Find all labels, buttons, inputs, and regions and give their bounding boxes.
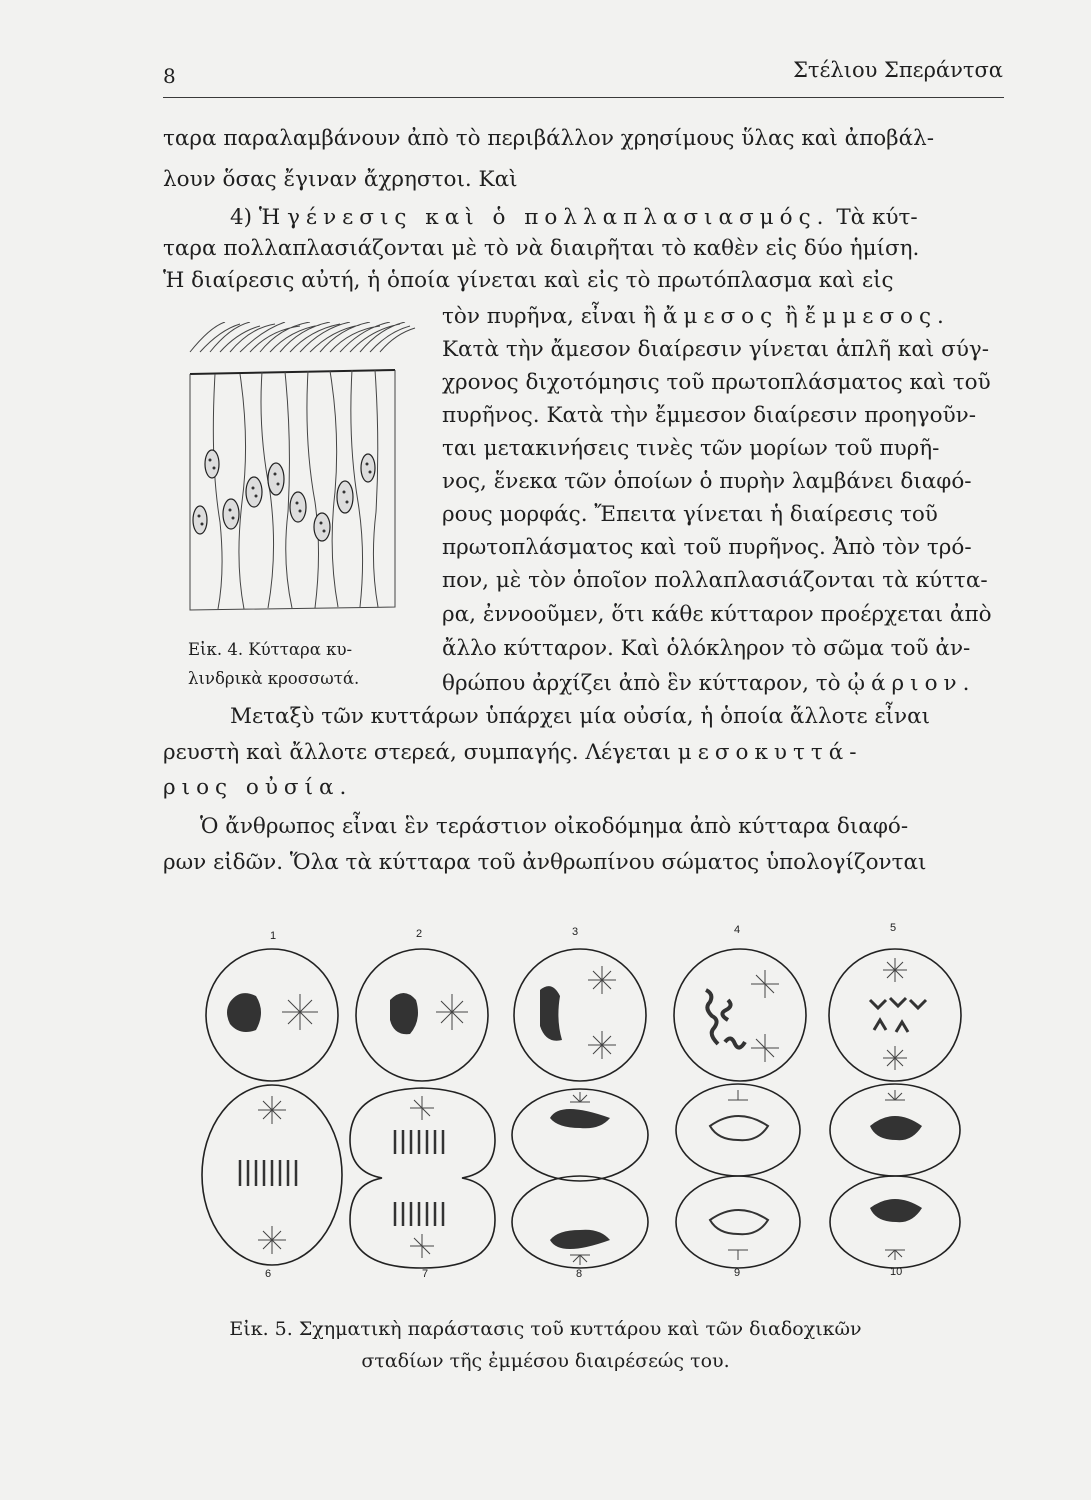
stage-number: 5 xyxy=(890,922,897,934)
item4-prefix: 4) Ἡ xyxy=(230,205,281,230)
oarion-prefix: θρώπου ἀρχίζει ἀπὸ ἓν κύτταρον, τὸ xyxy=(442,671,841,696)
stage-8-lower xyxy=(512,1176,648,1268)
stage-4-cell xyxy=(674,949,806,1081)
text-line-item4 xyxy=(230,205,918,230)
text-line: ρων εἰδῶν. Ὅλα τὰ κύτταρα τοῦ ἀνθρωπίνου σώματος ὑπολογίζονται xyxy=(163,850,927,875)
stage-number: 6 xyxy=(265,1268,272,1280)
page-number: 8 xyxy=(163,64,176,88)
text-line-amesos xyxy=(442,304,950,329)
item4-rest: Τὰ κύτ- xyxy=(836,205,918,230)
text-line-reusti xyxy=(163,740,863,765)
stage-number: 10 xyxy=(890,1266,903,1278)
amesos-word: ἄμεσος xyxy=(662,304,779,329)
text-line: πυρῆνος. Κατὰ τὴν ἔμμεσον διαίρεσιν προηγοῦν- xyxy=(442,403,977,428)
figure-4-caption-line: λινδρικὰ κροσσωτά. xyxy=(188,669,360,688)
text-line: ται μετακινήσεις τινὲς τῶν μορίων τοῦ πυρῆ- xyxy=(442,436,940,461)
text-line: ρα, ἐννοοῦμεν, ὅτι κάθε κύτταρον προέρχεται ἀπὸ xyxy=(442,602,992,627)
figure-5-mitosis-stages xyxy=(190,940,970,1270)
mesokyttarios-word: μεσοκυττά- xyxy=(677,740,863,765)
amesos-prefix: τὸν πυρῆνα, εἶναι ἢ xyxy=(442,304,657,329)
text-line: λουν ὅσας ἔγιναν ἄχρηστοι. Καὶ xyxy=(163,167,518,192)
item4-spaced-title: γένεσις καὶ ὁ πολλαπλασιασμός. xyxy=(287,205,830,230)
stage-number: 2 xyxy=(416,928,423,940)
text-line: ἄλλο κύτταρον. Καὶ ὁλόκληρον τὸ σῶμα τοῦ ἀν- xyxy=(442,636,971,661)
stage-2-cell xyxy=(356,949,488,1081)
stage-number: 9 xyxy=(734,1267,741,1279)
figure-4-caption-line: Εἰκ. 4. Κύτταρα κυ- xyxy=(188,640,353,659)
text-line: Κατὰ τὴν ἄμεσον διαίρεσιν γίνεται ἁπλῆ καὶ σύγ- xyxy=(442,337,990,362)
stage-number: 3 xyxy=(572,926,579,938)
text-line: Μεταξὺ τῶν κυττάρων ὑπάρχει μία οὐσία, ἡ ὁποία ἄλλοτε εἶναι xyxy=(230,704,931,729)
text-line: χρονος διχοτόμησις τοῦ πρωτοπλάσματος καὶ τοῦ xyxy=(442,370,991,395)
text-line: ριος οὐσία. xyxy=(163,775,353,800)
text-line: νος, ἕνεκα τῶν ὁποίων ὁ πυρὴν λαμβάνει διαφό- xyxy=(442,469,972,494)
text-line: Ἡ διαίρεσις αὐτή, ἡ ὁποία γίνεται καὶ εἰς τὸ πρωτόπλασμα καὶ εἰς xyxy=(163,268,894,293)
stage-8-upper xyxy=(512,1089,648,1181)
text-line: Ὁ ἄνθρωπος εἶναι ἓν τεράστιον οἰκοδόμημα ἀπὸ κύτταρα διαφό- xyxy=(200,814,909,839)
stage-number: 8 xyxy=(576,1268,583,1280)
stage-number: 1 xyxy=(270,930,277,942)
text-line-oarion xyxy=(442,671,975,696)
text-line: πρωτοπλάσματος καὶ τοῦ πυρῆνος. Ἀπὸ τὸν τρό- xyxy=(442,535,972,560)
running-header-author: Στέλιου Σπεράντσα xyxy=(793,58,1003,82)
stage-1-cell xyxy=(206,949,338,1081)
stage-number: 7 xyxy=(422,1268,429,1280)
amesos-or: ἢ xyxy=(785,304,798,329)
header-rule xyxy=(163,97,1004,98)
stage-3-cell xyxy=(514,949,646,1081)
figure-5-caption-line: σταδίων τῆς ἐμμέσου διαιρέσεώς του. xyxy=(361,1350,730,1372)
emmesos-word: ἔμμεσος. xyxy=(804,304,950,329)
figure-4-ciliated-cells xyxy=(180,322,420,622)
text-line: πον, μὲ τὸν ὁποῖον πολλαπλασιάζονται τὰ κύττα- xyxy=(442,568,988,593)
text-line: ταρα πολλαπλασιάζονται μὲ τὸ νὰ διαιρῆται τὸ καθὲν εἰς δύο ἡμίση. xyxy=(163,236,920,261)
figure-5-caption-line: Εἰκ. 5. Σχηματικὴ παράστασις τοῦ κυττάρου καὶ τῶν διαδοχικῶν xyxy=(229,1318,862,1340)
text-line: ταρα παραλαμβάνουν ἀπὸ τὸ περιβάλλον χρησίμους ὕλας καὶ ἀποβάλ- xyxy=(163,126,935,151)
oarion-word: ᾠάριον. xyxy=(847,671,976,696)
reusti-prefix: ρευστὴ καὶ ἄλλοτε στερεά, συμπαγής. Λέγεται xyxy=(163,740,671,765)
stage-number: 4 xyxy=(734,924,741,936)
text-line: ρους μορφάς. Ἔπειτα γίνεται ἡ διαίρεσις τοῦ xyxy=(442,502,938,527)
